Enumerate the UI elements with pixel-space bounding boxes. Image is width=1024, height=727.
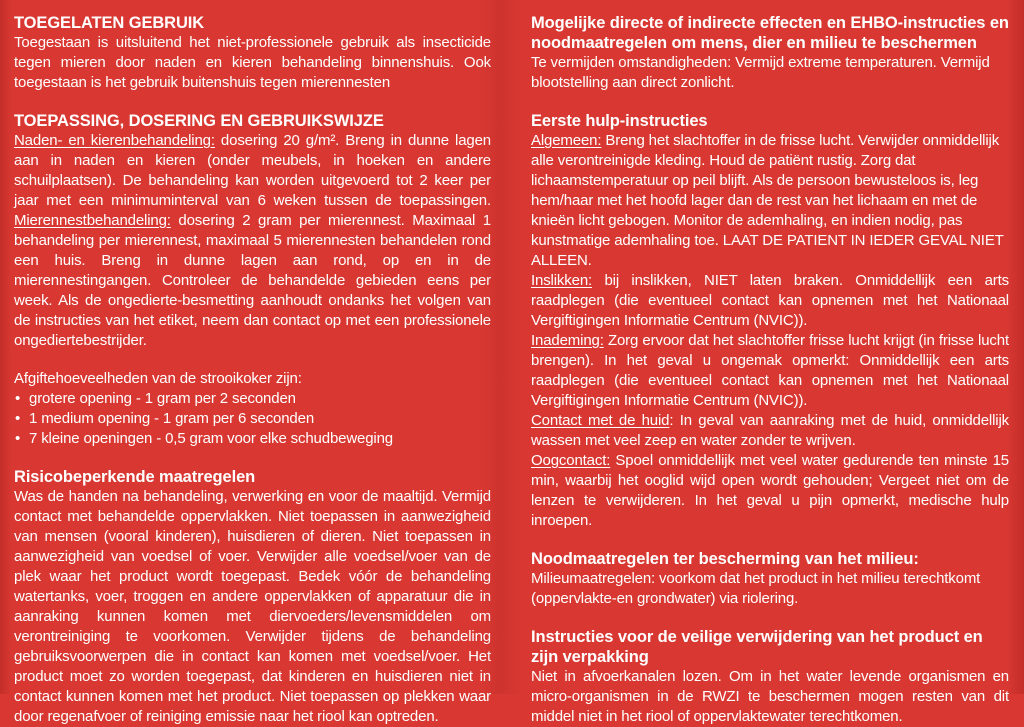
dispenser-rates-intro: Afgiftehoeveelheden van de strooikoker zijn: <box>14 370 302 387</box>
lead-naden-kierenbehandeling: Naden- en kierenbehandeling: <box>14 132 215 149</box>
section-toegelaten-gebruik <box>14 13 491 93</box>
section-risicobeperkende-maatregelen <box>14 467 491 727</box>
section-heading-toegelaten-gebruik: TOEGELATEN GEBRUIK <box>14 14 205 32</box>
right-column <box>531 13 1009 727</box>
section-heading-effecten-noodmaatregelen: Mogelijke directe of indirecte effecten en EHBO-instructies en noodmaatregelen om mens, dier en milieu te beschermen <box>531 14 1009 52</box>
lead-mierennestbehandeling: Mierennestbehandeling: <box>14 212 171 229</box>
section-veilige-verwijdering <box>531 627 1009 727</box>
lead-inademing: Inademing: <box>531 332 604 349</box>
list-item <box>14 409 491 429</box>
list-item <box>14 389 491 409</box>
section-heading-milieu-noodmaatregelen: Noodmaatregelen ter bescherming van het milieu: <box>531 550 919 568</box>
list-item <box>14 429 491 449</box>
text-naden-kierenbehandeling: dosering 20 g/m². Breng in dunne lagen aan in naden en kieren (onder meubels, in hoeken en andere schuilplaatsen). De behandeling kan worden uitgevoerd tot 2 keer per jaar met een minimuminterval van 6 weken tussen de toepassingen. <box>14 132 491 209</box>
paragraph-algemeen <box>531 131 1009 271</box>
text-algemeen: Breng het slachtoffer in de frisse lucht. Verwijder onmiddellijk alle verontreinigde kleding. Houd de patiënt rustig. Zorg dat lichaamstemperatuur op peil blijft. Als de persoon bewusteloos is, leg hem/haar met het hoofd lager dan de rest van het lichaam en met de knieën licht gebogen. Monitor de ademhaling, en indien nodig, pas kunstmatige ademhaling toe. LAAT DE PATIENT IN IEDER GEVAL NIET ALLEEN. <box>531 132 1004 269</box>
section-heading-toepassing-dosering: TOEPASSING, DOSERING EN GEBRUIKSWIJZE <box>14 112 384 130</box>
section-heading-veilige-verwijdering: Instructies voor de veilige verwijdering van het product en zijn verpakking <box>531 628 983 666</box>
section-eerste-hulp <box>531 111 1009 531</box>
paragraph-milieumaatregelen: Milieumaatregelen: voorkom dat het product in het milieu terechtkomt (oppervlakte-en grondwater) via riolering. <box>531 570 981 607</box>
text-inademing: Zorg ervoor dat het slachtoffer frisse lucht krijgt (in frisse lucht brengen). In het geval u ongemak opmerkt: Onmiddellijk een arts raadplegen (die eventueel contact kan opnemen met het Nationaal Vergiftigingen Informatie Centrum (NVIC)). <box>531 332 1009 409</box>
lead-algemeen: Algemeen: <box>531 132 602 149</box>
section-toepassing-dosering <box>14 111 491 351</box>
paragraph-inademing <box>531 331 1009 411</box>
left-column <box>14 13 491 727</box>
paragraph-toepassing-dosering <box>14 131 491 351</box>
lead-inslikken: Inslikken: <box>531 272 593 289</box>
lead-contact-huid: Contact met de huid <box>531 412 670 429</box>
dispenser-rates-list <box>14 389 491 449</box>
paragraph-veilige-verwijdering: Niet in afvoerkanalen lozen. Om in het water levende organismen en micro-organismen in de RWZI te beschermen mogen resten van dit middel niet in het riool of oppervlaktewater terechtkomen. <box>531 668 1009 725</box>
text-contact-huid: : In geval van aanraking met de huid, onmiddellijk wassen met veel zeep en water zonder te wrijven. <box>531 412 1009 449</box>
paragraph-risicobeperkende-maatregelen: Was de handen na behandeling, verwerking en voor de maaltijd. Vermijd contact met behandelde oppervlakken. Niet toepassen in aanwezigheid van mensen (vooral kinderen), huisdieren of dieren. Niet toepassen in aanwezigheid van voedsel of voer. Verwijder alle voedsel/voer van de plek waar het product wordt toegepast. Bedek vóór de behandeling watertanks, voer, troggen en andere oppervlakken of apparatuur die in aanraking kunnen komen met diervoeders/levensmiddelen om verontreiniging te voorkomen. Verwijder tijdens de behandeling gebruiksvoorwerpen die in contact kan komen met voedsel/voer. Het product moet zo worden toegepast, dat kinderen en huisdieren niet in contact kunnen komen met het product. Niet toepassen op plekken waar door regenafvoer of reiniging emissie naar het riool kan optreden. <box>14 488 491 725</box>
section-heading-eerste-hulp: Eerste hulp-instructies <box>531 112 708 130</box>
section-effecten-noodmaatregelen <box>531 13 1009 93</box>
section-afgiftehoeveelheden <box>14 369 491 449</box>
section-milieu-noodmaatregelen <box>531 549 1009 609</box>
paragraph-inslikken <box>531 271 1009 331</box>
paragraph-contact-huid <box>531 411 1009 451</box>
text-mierennestbehandeling: dosering 2 gram per mierennest. Maximaal 1 behandeling per mierennest, maximaal 5 mierennesten behandelen rond een huis. Breng in dunne lagen aan rond, op en in de mierennestingangen. Controleer de behandelde gebieden eens per week. Als de ongedierte-besmetting aanhoudt ondanks het volgen van de instructies van het etiket, neem dan contact op met een professionele ongediertebestrijder. <box>14 212 491 349</box>
lead-oogcontact: Oogcontact: <box>531 452 611 469</box>
list-item-text: grotere opening - 1 gram per 2 seconden <box>29 390 296 407</box>
list-item-text: 1 medium opening - 1 gram per 6 seconden <box>29 410 315 427</box>
text-oogcontact: Spoel onmiddellijk met veel water gedurende ten minste 15 min, waarbij het ooglid wijd open wordt gehouden; Vergeet niet om de lenzen te verwijderen. In het geval u pijn opmerkt, medische hulp inroepen. <box>531 452 1009 529</box>
paragraph-te-vermijden-omstandigheden: Te vermijden omstandigheden: Vermijd extreme temperaturen. Vermijd blootstelling aan direct zonlicht. <box>531 54 990 91</box>
list-item-text: 7 kleine openingen - 0,5 gram voor elke schudbeweging <box>29 430 393 447</box>
section-heading-risicobeperkende-maatregelen: Risicobeperkende maatregelen <box>14 468 256 486</box>
text-inslikken: bij inslikken, NIET laten braken. Onmiddellijk een arts raadplegen (die eventueel contact kan opnemen met het Nationaal Vergiftigingen Informatie Centrum (NVIC)). <box>531 272 1009 329</box>
paragraph-oogcontact <box>531 451 1009 531</box>
paragraph-toegelaten-gebruik: Toegestaan is uitsluitend het niet-professionele gebruik als insecticide tegen mieren door naden en kieren behandeling binnenshuis. Ook toegestaan is het gebruik buitenshuis tegen mierennesten <box>14 34 491 91</box>
